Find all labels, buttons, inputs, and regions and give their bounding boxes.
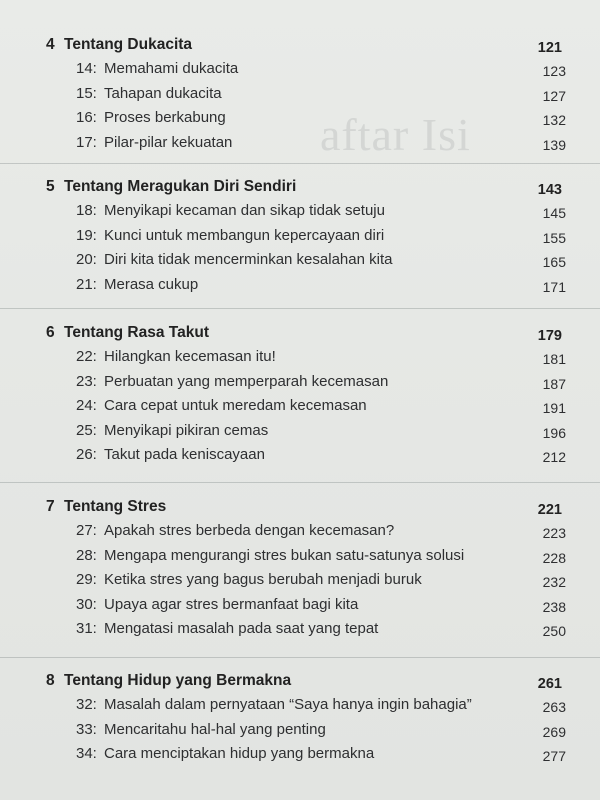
- entry-page-number: 139: [542, 136, 566, 153]
- chapter-page-number: 261: [537, 676, 562, 692]
- entry-page-number: 123: [542, 63, 566, 79]
- entry-page-number: 212: [542, 449, 566, 465]
- entry-title: Masalah dalam pernyataan “Saya hanya ingin bahagia”: [104, 696, 472, 713]
- chapter-heading: [46, 36, 566, 60]
- entry-title: Diri kita tidak mencerminkan kesalahan kita: [104, 251, 393, 268]
- chapter-page-number: 179: [537, 328, 562, 344]
- toc-entry: [46, 397, 566, 422]
- toc-entry: [46, 251, 566, 276]
- toc-entry: [46, 745, 566, 770]
- entry-number: 18:: [76, 202, 97, 219]
- chapter-title: Tentang Stres: [64, 498, 167, 515]
- entry-page-number: 232: [542, 574, 566, 590]
- toc-entry: [46, 373, 566, 398]
- toc-entry: [46, 571, 566, 596]
- entry-page-number: 155: [542, 229, 566, 246]
- entry-title: Cara cepat untuk meredam kecemasan: [104, 397, 367, 414]
- entry-title: Merasa cukup: [104, 275, 199, 293]
- section-divider: [0, 163, 600, 164]
- section-divider: [0, 308, 600, 309]
- section-divider: [0, 482, 600, 483]
- entry-title: Proses berkabung: [104, 109, 226, 126]
- entry-page-number: 187: [542, 375, 566, 392]
- toc-entry: [46, 85, 566, 110]
- entry-page-number: 171: [542, 278, 566, 295]
- entry-title: Cara menciptakan hidup yang bermakna: [104, 745, 375, 762]
- entry-number: 33:: [76, 720, 97, 738]
- entry-number: 24:: [76, 397, 97, 414]
- toc-entry: [46, 276, 566, 301]
- toc-entry: [46, 422, 566, 447]
- entry-number: 23:: [76, 372, 97, 390]
- entry-title: Menyikapi kecaman dan sikap tidak setuju: [104, 202, 385, 219]
- toc-entry: [46, 227, 566, 252]
- entry-title: Apakah stres berbeda dengan kecemasan?: [104, 522, 395, 539]
- toc-entry: [46, 202, 566, 227]
- chapter-title: Tentang Meragukan Diri Sendiri: [64, 178, 297, 195]
- entry-title: Tahapan dukacita: [104, 84, 222, 102]
- chapter-7: [46, 498, 566, 645]
- entry-title: Mengatasi masalah pada saat yang tepat: [104, 620, 379, 637]
- entry-title: Kunci untuk membangun kepercayaan diri: [104, 226, 385, 244]
- toc-entry: [46, 134, 566, 159]
- toc-entry: [46, 522, 566, 547]
- entry-number: 17:: [76, 133, 97, 151]
- chapter-title: Tentang Dukacita: [64, 36, 193, 53]
- entry-number: 27:: [76, 522, 97, 539]
- toc-entry: [46, 547, 566, 572]
- entry-title: Hilangkan kecemasan itu!: [104, 348, 276, 365]
- entry-title: Memahami dukacita: [104, 60, 239, 77]
- entry-page-number: 238: [542, 598, 566, 615]
- entry-number: 15:: [76, 84, 97, 102]
- toc-entry: [46, 620, 566, 645]
- entry-page-number: 191: [542, 400, 566, 416]
- chapter-page-number: 143: [537, 182, 562, 198]
- chapter-page-number: 221: [537, 502, 562, 518]
- chapter-title: Tentang Rasa Takut: [64, 324, 209, 341]
- entry-number: 21:: [76, 275, 97, 293]
- chapter-number: 5: [46, 178, 55, 195]
- entry-number: 26:: [76, 446, 97, 463]
- chapter-5: [46, 178, 566, 300]
- entry-page-number: 228: [542, 549, 566, 566]
- entry-page-number: 277: [542, 748, 566, 764]
- entry-number: 31:: [76, 620, 97, 637]
- entry-title: Takut pada keniscayaan: [104, 446, 265, 463]
- entry-page-number: 165: [542, 254, 566, 270]
- toc-entry: [46, 696, 566, 721]
- entry-title: Menyikapi pikiran cemas: [104, 421, 269, 439]
- entry-number: 30:: [76, 595, 97, 613]
- chapter-heading: [46, 178, 566, 202]
- chapter-heading: [46, 324, 566, 348]
- entry-number: 22:: [76, 348, 97, 365]
- entry-title: Mengapa mengurangi stres bukan satu-satunya solusi: [104, 546, 465, 564]
- chapter-number: 4: [46, 36, 55, 53]
- entry-page-number: 223: [542, 525, 566, 541]
- entry-page-number: 263: [542, 699, 566, 715]
- entry-number: 14:: [76, 60, 97, 77]
- entry-number: 16:: [76, 109, 97, 126]
- chapter-number: 8: [46, 672, 55, 689]
- section-divider: [0, 657, 600, 658]
- toc-entry: [46, 721, 566, 746]
- entry-number: 29:: [76, 571, 97, 588]
- entry-number: 28:: [76, 546, 97, 564]
- entry-title: Mencaritahu hal-hal yang penting: [104, 720, 326, 738]
- entry-number: 34:: [76, 745, 97, 762]
- chapter-4: [46, 36, 566, 158]
- entry-page-number: 145: [542, 205, 566, 221]
- bleed-through-decoration: aftar Isi: [320, 109, 471, 160]
- entry-number: 25:: [76, 421, 97, 439]
- chapter-number: 6: [46, 324, 55, 341]
- chapter-number: 7: [46, 498, 55, 515]
- chapter-page-number: 121: [537, 40, 562, 56]
- toc-entry: [46, 60, 566, 85]
- entry-page-number: 250: [542, 623, 566, 639]
- entry-number: 20:: [76, 251, 97, 268]
- chapter-heading: [46, 498, 566, 522]
- toc-entry: [46, 446, 566, 471]
- chapter-6: [46, 324, 566, 471]
- toc-entry: [46, 596, 566, 621]
- entry-page-number: 196: [542, 424, 566, 441]
- entry-title: Perbuatan yang memperparah kecemasan: [104, 372, 389, 390]
- chapter-heading: [46, 672, 566, 696]
- entry-page-number: 269: [542, 723, 566, 740]
- toc-entry: [46, 348, 566, 373]
- toc-entry: [46, 109, 566, 134]
- entry-page-number: 127: [542, 87, 566, 104]
- entry-number: 32:: [76, 696, 97, 713]
- entry-title: Upaya agar stres bermanfaat bagi kita: [104, 595, 359, 613]
- entry-title: Pilar-pilar kekuatan: [104, 133, 233, 151]
- entry-page-number: 132: [542, 112, 566, 128]
- chapter-8: [46, 672, 566, 770]
- entry-page-number: 181: [542, 351, 566, 367]
- chapter-title: Tentang Hidup yang Bermakna: [64, 672, 292, 689]
- entry-number: 19:: [76, 226, 97, 244]
- entry-title: Ketika stres yang bagus berubah menjadi buruk: [104, 571, 422, 588]
